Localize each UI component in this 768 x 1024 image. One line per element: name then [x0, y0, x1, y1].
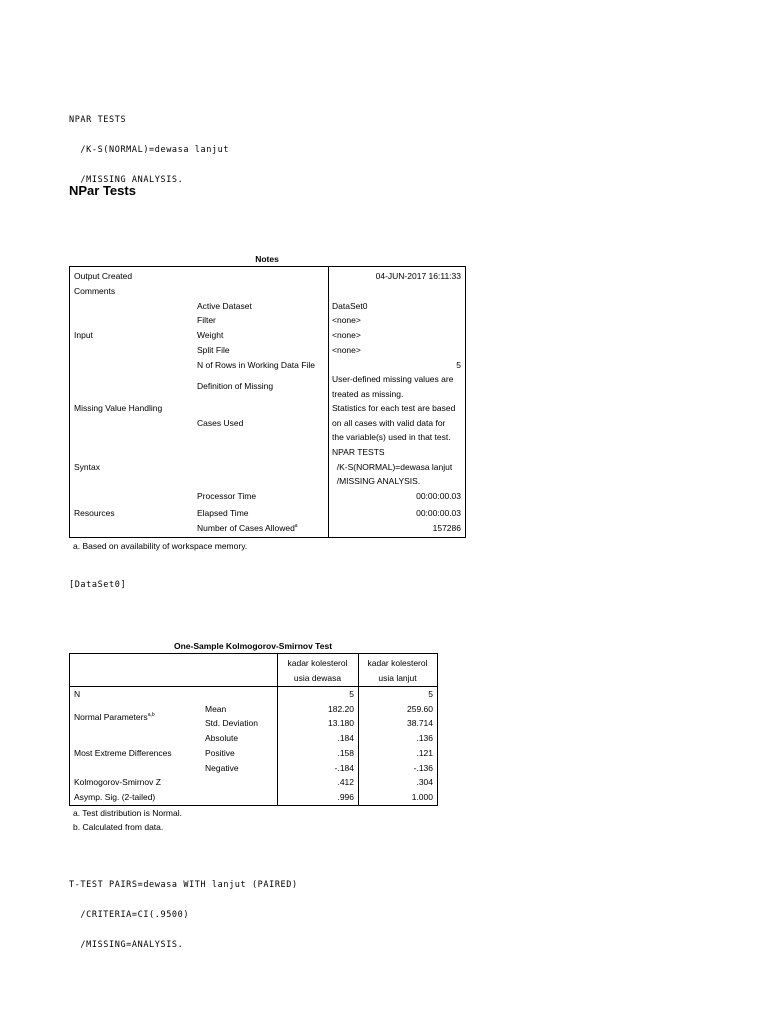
split-file-value: <none> — [332, 345, 361, 355]
active-dataset-label: Active Dataset — [197, 301, 252, 311]
ks-z-value-dewasa: .412 — [337, 777, 354, 787]
active-dataset-value: DataSet0 — [332, 301, 368, 311]
sd-value-lanjut: 38.714 — [407, 718, 433, 728]
output-created-value: 04-JUN-2017 16:11:33 — [375, 271, 461, 281]
mean-value-dewasa: 182.20 — [328, 704, 354, 714]
absolute-value-dewasa: .184 — [337, 733, 354, 743]
ks-title: One-Sample Kolmogorov-Smirnov Test — [173, 641, 333, 651]
n-rows-label: N of Rows in Working Data File — [197, 360, 315, 370]
ks-table — [69, 653, 438, 806]
asymp-sig-value-dewasa: .996 — [337, 792, 354, 802]
std-deviation-label: Std. Deviation — [205, 718, 258, 728]
processor-time-value: 00:00:00.03 — [416, 491, 461, 501]
input-label: Input — [74, 330, 93, 340]
section-title: NPar Tests — [69, 183, 136, 198]
dataset-tag: [DataSet0] — [69, 580, 127, 590]
syntax-line: /MISSING ANALYSIS. — [69, 175, 184, 185]
notes-footnote: a. Based on availability of workspace memory. — [73, 541, 248, 551]
ks-footnote-a: a. Test distribution is Normal. — [73, 808, 182, 818]
definition-missing-value-line: User-defined missing values are — [332, 374, 454, 384]
split-file-label: Split File — [197, 345, 230, 355]
cases-used-value-line: Statistics for each test are based — [332, 403, 456, 413]
resources-label: Resources — [74, 508, 115, 518]
positive-label: Positive — [205, 748, 235, 758]
negative-value-dewasa: -.184 — [334, 763, 354, 773]
absolute-label: Absolute — [205, 733, 239, 743]
cases-used-value-line: the variable(s) used in that test. — [332, 432, 451, 442]
positive-value-dewasa: .158 — [337, 748, 354, 758]
cases-allowed-label: Number of Cases Allowed$^a$ — [197, 523, 298, 533]
syntax-line: T-TEST PAIRS=dewasa WITH lanjut (PAIRED) — [69, 880, 298, 890]
asymp-sig-label: Asymp. Sig. (2-tailed) — [74, 792, 156, 802]
filter-label: Filter — [197, 315, 216, 325]
elapsed-time-value: 00:00:00.03 — [416, 508, 461, 518]
definition-missing-value-line: treated as missing. — [332, 389, 404, 399]
n-label: N — [74, 689, 81, 699]
col-header-lanjut: kadar kolesterol usia lanjut — [367, 658, 428, 683]
n-value-dewasa: 5 — [349, 689, 354, 699]
definition-missing-label: Definition of Missing — [197, 381, 274, 391]
filter-value: <none> — [332, 315, 361, 325]
mean-value-lanjut: 259.60 — [407, 704, 433, 714]
syntax-value-line: /K-S(NORMAL)=dewasa lanjut — [332, 462, 453, 472]
col-header-dewasa: kadar kolesterol usia dewasa — [287, 658, 348, 683]
notes-table — [69, 266, 466, 538]
asymp-sig-value-lanjut: 1.000 — [411, 792, 433, 802]
absolute-value-lanjut: .136 — [416, 733, 433, 743]
footnote-marker: a — [294, 523, 298, 530]
weight-label: Weight — [197, 330, 224, 340]
negative-value-lanjut: -.136 — [413, 763, 433, 773]
ks-z-value-lanjut: .304 — [416, 777, 433, 787]
cases-used-value-line: on all cases with valid data for — [332, 418, 446, 428]
missing-value-handling-label: Missing Value Handling — [74, 403, 163, 413]
syntax-value-line: /MISSING ANALYSIS. — [332, 476, 421, 486]
negative-label: Negative — [205, 763, 239, 773]
most-extreme-differences-label: Most Extreme Differences — [74, 748, 172, 758]
ks-footnote-b: b. Calculated from data. — [73, 822, 164, 832]
mean-label: Mean — [205, 704, 227, 714]
elapsed-time-label: Elapsed Time — [197, 508, 249, 518]
comments-label: Comments — [74, 286, 116, 296]
syntax-value-line: NPAR TESTS — [332, 447, 385, 457]
sd-value-dewasa: 13.180 — [328, 718, 354, 728]
cases-used-label: Cases Used — [197, 418, 244, 428]
normal-parameters-label: Normal Parameters$^{a,b}$ — [74, 712, 155, 722]
weight-value: <none> — [332, 330, 361, 340]
syntax-label: Syntax — [74, 462, 100, 472]
positive-value-lanjut: .121 — [416, 748, 433, 758]
output-created-label: Output Created — [74, 271, 133, 281]
syntax-line: /MISSING=ANALYSIS. — [69, 940, 184, 950]
cases-allowed-value: 157286 — [432, 523, 461, 533]
processor-time-label: Processor Time — [197, 491, 257, 501]
npar-syntax-block — [69, 95, 229, 195]
ttest-syntax-block — [69, 860, 298, 960]
syntax-line: /CRITERIA=CI(.9500) — [69, 910, 190, 920]
footnote-marker: a,b — [147, 712, 155, 719]
ks-z-label: Kolmogorov-Smirnov Z — [74, 777, 161, 787]
syntax-line: NPAR TESTS — [69, 115, 127, 125]
n-rows-value: 5 — [456, 360, 461, 370]
notes-title: Notes — [255, 254, 279, 264]
n-value-lanjut: 5 — [428, 689, 433, 699]
syntax-line: /K-S(NORMAL)=dewasa lanjut — [69, 145, 230, 155]
